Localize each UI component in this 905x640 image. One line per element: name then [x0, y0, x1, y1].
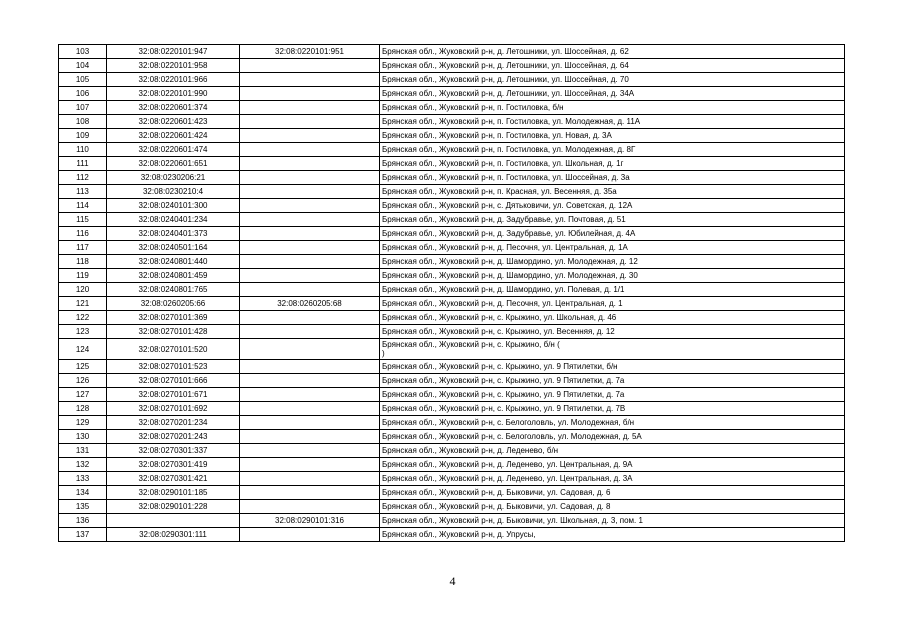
related-cadastral-number-cell [240, 87, 380, 101]
row-number-cell: 112 [59, 171, 107, 185]
related-cadastral-number-cell [240, 444, 380, 458]
cadastral-number-cell: 32:08:0220101:966 [107, 73, 240, 87]
address-line: Брянская обл., Жуковский р-н, с. Крыжино, б/н ( [382, 340, 560, 349]
row-number-cell: 123 [59, 325, 107, 339]
table-row [59, 374, 845, 388]
cadastral-number-cell: 32:08:0220601:474 [107, 143, 240, 157]
cadastral-number-cell: 32:08:0270301:337 [107, 444, 240, 458]
row-number-cell: 122 [59, 311, 107, 325]
cadastral-number-cell: 32:08:0290301:111 [107, 528, 240, 542]
row-number-cell: 127 [59, 388, 107, 402]
row-number-cell: 104 [59, 59, 107, 73]
table-row [59, 255, 845, 269]
address-cell: Брянская обл., Жуковский р-н, п. Гостиловка, ул. Молодежная, д. 11А [380, 115, 845, 129]
table-row [59, 458, 845, 472]
row-number-cell: 124 [59, 339, 107, 360]
address-cell: Брянская обл., Жуковский р-н, с. Дятьковичи, ул. Советская, д. 12А [380, 199, 845, 213]
row-number-cell: 128 [59, 402, 107, 416]
address-cell: Брянская обл., Жуковский р-н, д. Песочня, ул. Центральная, д. 1А [380, 241, 845, 255]
related-cadastral-number-cell [240, 269, 380, 283]
cadastral-number-cell: 32:08:0270101:666 [107, 374, 240, 388]
related-cadastral-number-cell [240, 227, 380, 241]
related-cadastral-number-cell: 32:08:0260205:68 [240, 297, 380, 311]
address-cell: Брянская обл., Жуковский р-н, д. Леденево, ул. Центральная, д. 3А [380, 472, 845, 486]
table-row [59, 157, 845, 171]
row-number-cell: 105 [59, 73, 107, 87]
row-number-cell: 108 [59, 115, 107, 129]
related-cadastral-number-cell [240, 339, 380, 360]
related-cadastral-number-cell [240, 500, 380, 514]
address-cell: Брянская обл., Жуковский р-н, д. Быковичи, ул. Школьная, д. 3, пом. 1 [380, 514, 845, 528]
row-number-cell: 130 [59, 430, 107, 444]
cadastral-number-cell: 32:08:0290101:185 [107, 486, 240, 500]
row-number-cell: 134 [59, 486, 107, 500]
related-cadastral-number-cell [240, 402, 380, 416]
table-row [59, 283, 845, 297]
table-row [59, 430, 845, 444]
cadastral-number-cell: 32:08:0220101:990 [107, 87, 240, 101]
cadastral-number-cell: 32:08:0270101:428 [107, 325, 240, 339]
related-cadastral-number-cell [240, 59, 380, 73]
row-number-cell: 126 [59, 374, 107, 388]
cadastral-number-cell: 32:08:0220101:947 [107, 45, 240, 59]
address-cell: Брянская обл., Жуковский р-н, п. Гостиловка, ул. Школьная, д. 1г [380, 157, 845, 171]
address-cell: Брянская обл., Жуковский р-н, д. Быковичи, ул. Садовая, д. 8 [380, 500, 845, 514]
table-row [59, 360, 845, 374]
table-row [59, 73, 845, 87]
table-row [59, 45, 845, 59]
address-cell: Брянская обл., Жуковский р-н, д. Задубравье, ул. Почтовая, д. 51 [380, 213, 845, 227]
address-cell: Брянская обл., Жуковский р-н, д. Летошники, ул. Шоссейная, д. 62 [380, 45, 845, 59]
table-row [59, 416, 845, 430]
row-number-cell: 133 [59, 472, 107, 486]
row-number-cell: 106 [59, 87, 107, 101]
related-cadastral-number-cell [240, 528, 380, 542]
table-row [59, 444, 845, 458]
table-row [59, 143, 845, 157]
related-cadastral-number-cell [240, 374, 380, 388]
table-row [59, 115, 845, 129]
cadastral-number-cell: 32:08:0240401:234 [107, 213, 240, 227]
address-cell: Брянская обл., Жуковский р-н, д. Песочня, ул. Центральная, д. 1 [380, 297, 845, 311]
related-cadastral-number-cell [240, 486, 380, 500]
related-cadastral-number-cell [240, 388, 380, 402]
table-row [59, 402, 845, 416]
address-cell: Брянская обл., Жуковский р-н, п. Гостиловка, б/н [380, 101, 845, 115]
cadastral-number-cell: 32:08:0240501:164 [107, 241, 240, 255]
address-cell: Брянская обл., Жуковский р-н, д. Упрусы, [380, 528, 845, 542]
table-row [59, 528, 845, 542]
address-cell: Брянская обл., Жуковский р-н, д. Быковичи, ул. Садовая, д. 6 [380, 486, 845, 500]
table-row [59, 514, 845, 528]
table-row [59, 325, 845, 339]
row-number-cell: 136 [59, 514, 107, 528]
cadastral-number-cell: 32:08:0270101:520 [107, 339, 240, 360]
cadastral-number-cell: 32:08:0220601:423 [107, 115, 240, 129]
cadastral-number-cell: 32:08:0230210:4 [107, 185, 240, 199]
address-cell: Брянская обл., Жуковский р-н, д. Летошники, ул. Шоссейная, д. 34А [380, 87, 845, 101]
row-number-cell: 137 [59, 528, 107, 542]
address-cell: Брянская обл., Жуковский р-н, с. Крыжино, ул. 9 Пятилетки, д. 7а [380, 374, 845, 388]
row-number-cell: 120 [59, 283, 107, 297]
table-row [59, 486, 845, 500]
row-number-cell: 110 [59, 143, 107, 157]
cadastral-number-cell: 32:08:0240801:459 [107, 269, 240, 283]
address-cell: Брянская обл., Жуковский р-н, с. Крыжино, ул. 9 Пятилетки, д. 7В [380, 402, 845, 416]
row-number-cell: 135 [59, 500, 107, 514]
related-cadastral-number-cell [240, 73, 380, 87]
cadastral-number-cell: 32:08:0240401:373 [107, 227, 240, 241]
table-row [59, 199, 845, 213]
cadastral-number-cell: 32:08:0290101:228 [107, 500, 240, 514]
related-cadastral-number-cell [240, 213, 380, 227]
row-number-cell: 129 [59, 416, 107, 430]
cadastral-number-cell: 32:08:0220601:651 [107, 157, 240, 171]
table-row [59, 472, 845, 486]
cadastral-number-cell: 32:08:0270201:243 [107, 430, 240, 444]
address-cell: Брянская обл., Жуковский р-н, п. Гостиловка, ул. Шоссейная, д. 3а [380, 171, 845, 185]
row-number-cell: 125 [59, 360, 107, 374]
cadastral-number-cell: 32:08:0270201:234 [107, 416, 240, 430]
address-cell: Брянская обл., Жуковский р-н, д. Летошники, ул. Шоссейная, д. 70 [380, 73, 845, 87]
related-cadastral-number-cell [240, 101, 380, 115]
table-row [59, 339, 845, 360]
address-cell: Брянская обл., Жуковский р-н, с. Белоголовль, ул. Молодежная, б/н [380, 416, 845, 430]
row-number-cell: 131 [59, 444, 107, 458]
cadastral-number-cell: 32:08:0240801:440 [107, 255, 240, 269]
cadastral-number-cell: 32:08:0240101:300 [107, 199, 240, 213]
page-number: 4 [449, 574, 456, 588]
address-cell: Брянская обл., Жуковский р-н, д. Шамордино, ул. Молодежная, д. 30 [380, 269, 845, 283]
related-cadastral-number-cell [240, 325, 380, 339]
address-cell: Брянская обл., Жуковский р-н, с. Крыжино, ул. Весенняя, д. 12 [380, 325, 845, 339]
cadastral-number-cell: 32:08:0260205:66 [107, 297, 240, 311]
address-cell: Брянская обл., Жуковский р-н, с. Белоголовль, ул. Молодежная, д. 5А [380, 430, 845, 444]
related-cadastral-number-cell [240, 129, 380, 143]
cadastral-number-cell: 32:08:0270101:692 [107, 402, 240, 416]
table-row [59, 269, 845, 283]
related-cadastral-number-cell: 32:08:0220101:951 [240, 45, 380, 59]
address-cell: Брянская обл., Жуковский р-н, д. Шамордино, ул. Полевая, д. 1/1 [380, 283, 845, 297]
row-number-cell: 119 [59, 269, 107, 283]
row-number-cell: 111 [59, 157, 107, 171]
related-cadastral-number-cell [240, 283, 380, 297]
row-number-cell: 109 [59, 129, 107, 143]
registry-table [58, 44, 845, 542]
table-row [59, 101, 845, 115]
table-row [59, 311, 845, 325]
cadastral-number-cell: 32:08:0220101:958 [107, 59, 240, 73]
registry-table-body [59, 45, 845, 542]
related-cadastral-number-cell [240, 171, 380, 185]
address-cell: Брянская обл., Жуковский р-н, д. Летошники, ул. Шоссейная, д. 64 [380, 59, 845, 73]
address-cell: Брянская обл., Жуковский р-н, п. Гостиловка, ул. Молодежная, д. 8Г [380, 143, 845, 157]
cadastral-number-cell: 32:08:0220601:424 [107, 129, 240, 143]
address-cell: Брянская обл., Жуковский р-н, д. Задубравье, ул. Юбилейная, д. 4А [380, 227, 845, 241]
table-row [59, 171, 845, 185]
table-row [59, 129, 845, 143]
cadastral-number-cell: 32:08:0230206:21 [107, 171, 240, 185]
related-cadastral-number-cell [240, 458, 380, 472]
related-cadastral-number-cell [240, 241, 380, 255]
cadastral-number-cell: 32:08:0220601:374 [107, 101, 240, 115]
related-cadastral-number-cell [240, 185, 380, 199]
address-line-continued: ) [382, 349, 385, 358]
row-number-cell: 121 [59, 297, 107, 311]
address-cell [380, 339, 845, 360]
row-number-cell: 114 [59, 199, 107, 213]
address-cell: Брянская обл., Жуковский р-н, с. Крыжино, ул. 9 Пятилетки, б/н [380, 360, 845, 374]
cadastral-number-cell: 32:08:0270101:671 [107, 388, 240, 402]
table-row [59, 297, 845, 311]
related-cadastral-number-cell [240, 416, 380, 430]
related-cadastral-number-cell [240, 115, 380, 129]
table-row [59, 185, 845, 199]
cadastral-number-cell: 32:08:0270101:369 [107, 311, 240, 325]
row-number-cell: 132 [59, 458, 107, 472]
table-row [59, 87, 845, 101]
cadastral-number-cell [107, 514, 240, 528]
address-cell: Брянская обл., Жуковский р-н, п. Гостиловка, ул. Новая, д. 3А [380, 129, 845, 143]
table-row [59, 59, 845, 73]
row-number-cell: 117 [59, 241, 107, 255]
row-number-cell: 103 [59, 45, 107, 59]
row-number-cell: 115 [59, 213, 107, 227]
table-row [59, 241, 845, 255]
address-cell: Брянская обл., Жуковский р-н, с. Крыжино, ул. Школьная, д. 46 [380, 311, 845, 325]
cadastral-number-cell: 32:08:0270101:523 [107, 360, 240, 374]
table-row [59, 227, 845, 241]
address-cell: Брянская обл., Жуковский р-н, п. Красная, ул. Весенняя, д. 35а [380, 185, 845, 199]
row-number-cell: 118 [59, 255, 107, 269]
related-cadastral-number-cell [240, 311, 380, 325]
related-cadastral-number-cell [240, 360, 380, 374]
table-row [59, 388, 845, 402]
cadastral-number-cell: 32:08:0270301:419 [107, 458, 240, 472]
address-cell: Брянская обл., Жуковский р-н, д. Леденево, ул. Центральная, д. 9А [380, 458, 845, 472]
cadastral-number-cell: 32:08:0270301:421 [107, 472, 240, 486]
row-number-cell: 116 [59, 227, 107, 241]
address-cell: Брянская обл., Жуковский р-н, д. Леденево, б/н [380, 444, 845, 458]
related-cadastral-number-cell [240, 430, 380, 444]
related-cadastral-number-cell: 32:08:0290101:316 [240, 514, 380, 528]
address-cell: Брянская обл., Жуковский р-н, с. Крыжино, ул. 9 Пятилетки, д. 7а [380, 388, 845, 402]
related-cadastral-number-cell [240, 143, 380, 157]
related-cadastral-number-cell [240, 472, 380, 486]
related-cadastral-number-cell [240, 157, 380, 171]
table-row [59, 213, 845, 227]
row-number-cell: 107 [59, 101, 107, 115]
related-cadastral-number-cell [240, 255, 380, 269]
cadastral-number-cell: 32:08:0240801:765 [107, 283, 240, 297]
row-number-cell: 113 [59, 185, 107, 199]
related-cadastral-number-cell [240, 199, 380, 213]
table-row [59, 500, 845, 514]
address-cell: Брянская обл., Жуковский р-н, д. Шамордино, ул. Молодежная, д. 12 [380, 255, 845, 269]
